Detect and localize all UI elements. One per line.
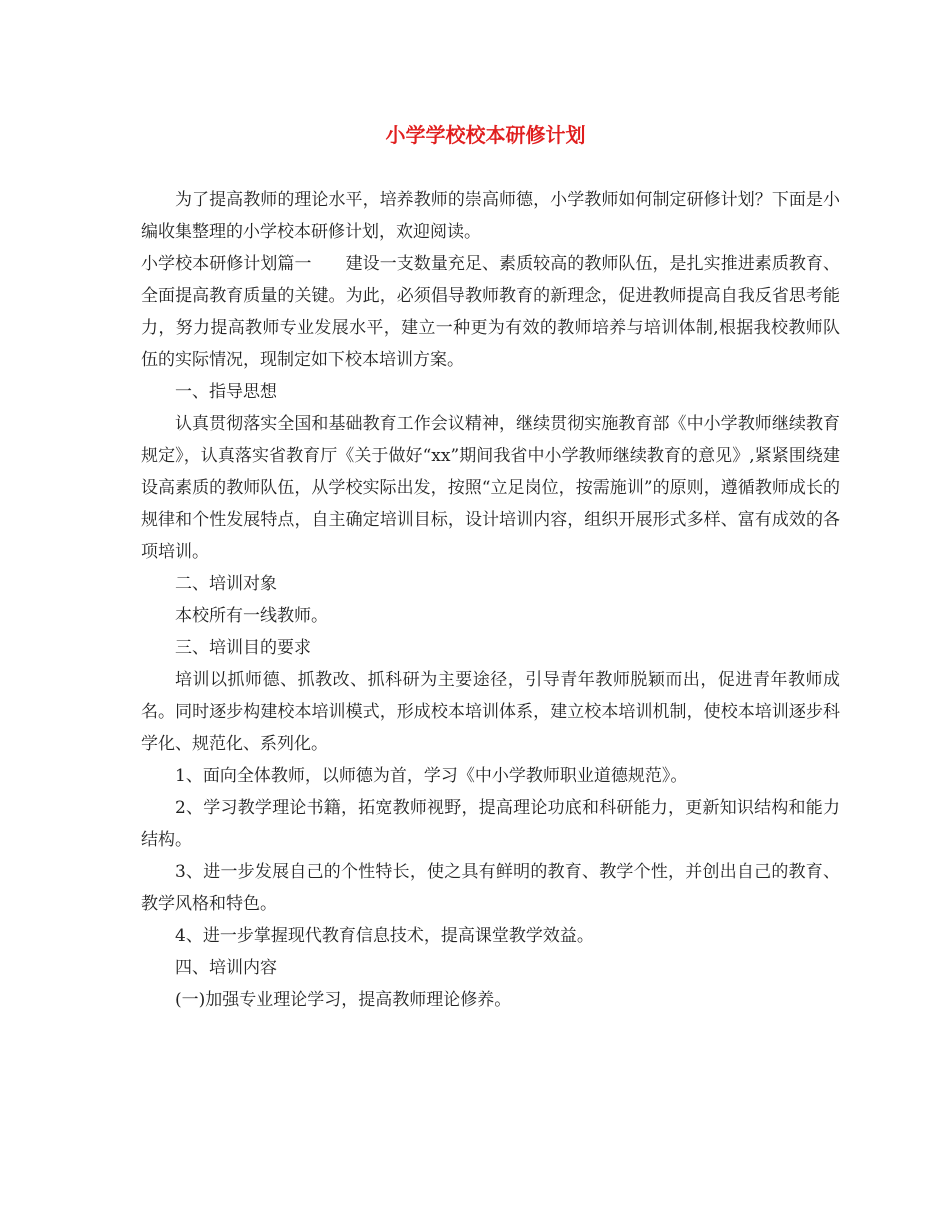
paragraph-training-goals: 培训以抓师德、抓教改、抓科研为主要途径，引导青年教师脱颖而出，促进青年教师成名。同时逐步构建校本培训模式，形成校本培训体系，建立校本培训机制，使校本培训逐步科学化、规范化、系列化。 — [141, 670, 840, 754]
list-item-goal-1: 1、面向全体教师，以师德为首，学习《中小学教师职业道德规范》。 — [175, 766, 688, 786]
list-item-goal-4: 4、进一步掌握现代教育信息技术，提高课堂教学效益。 — [175, 926, 594, 946]
document-title: 小学学校校本研修计划 — [385, 123, 586, 147]
paragraph-training-content-1: (一)加强专业理论学习，提高教师理论修养。 — [175, 990, 512, 1010]
section-heading-training-target: 二、培训对象 — [175, 574, 277, 594]
section-heading-guiding-ideology: 一、指导思想 — [175, 382, 277, 402]
section-heading-training-goals: 三、培训目的要求 — [175, 638, 311, 658]
list-item-goal-3: 3、进一步发展自己的个性特长，使之具有鲜明的教育、教学个性，并创出自己的教育、教学风格和特色。 — [141, 862, 840, 914]
paragraph-guiding-ideology: 认真贯彻落实全国和基础教育工作会议精神，继续贯彻实施教育部《中小学教师继续教育规定》，认真落实省教育厅《关于做好“xx”期间我省中小学教师继续教育的意见》,紧紧围绕建设高素质的教师队伍，从学校实际出发，按照“立足岗位，按需施训”的原则，遵循教师成长的规律和个性发展特点，自主确定培训目标，设计培训内容，组织开展形式多样、富有成效的各项培训。 — [141, 414, 840, 562]
section-heading-training-content: 四、培训内容 — [175, 958, 277, 978]
list-item-goal-2: 2、学习教学理论书籍，拓宽教师视野，提高理论功底和科研能力，更新知识结构和能力结构。 — [141, 798, 840, 850]
paragraph-intro: 为了提高教师的理论水平，培养教师的崇高师德，小学教师如何制定研修计划？下面是小编收集整理的小学校本研修计划，欢迎阅读。 — [141, 190, 840, 242]
paragraph-plan-one: 小学校本研修计划篇一 建设一支数量充足、素质较高的教师队伍，是扎实推进素质教育、全面提高教育质量的关键。为此，必须倡导教师教育的新理念，促进教师提高自我反省思考能力，努力提高教师专业发展水平，建立一种更为有效的教师培养与培训体制,根据我校教师队伍的实际情况，现制定如下校本培训方案。 — [141, 254, 840, 370]
paragraph-training-target: 本校所有一线教师。 — [175, 606, 328, 626]
